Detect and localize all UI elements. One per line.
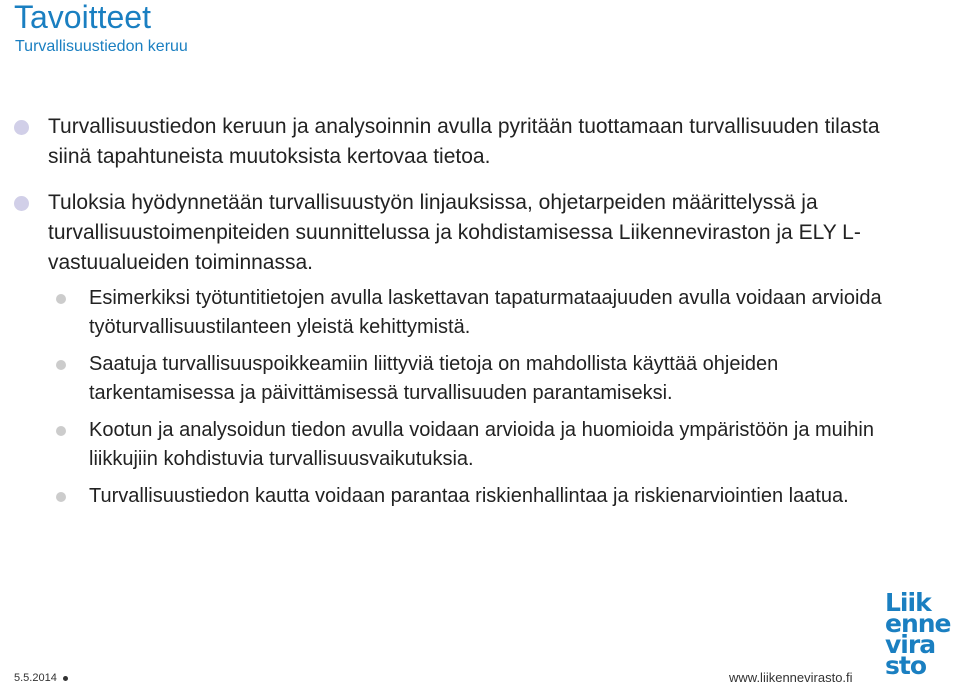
sub-bullet-dot-icon — [56, 360, 66, 370]
bullet-dot-icon — [14, 196, 29, 211]
footer-date-text: 5.5.2014 — [14, 672, 57, 684]
sub-bullet-text: Saatuja turvallisuuspoikkeamiin liittyviä tietoja on mahdollista käyttää ohjeiden tarkentamisessa ja päivittämisessä turvallisuuden parantamiseksi. — [89, 353, 779, 404]
logo-line: Liik — [885, 588, 931, 617]
sub-bullet-dot-icon — [56, 294, 66, 304]
bullet-text: Tuloksia hyödynnetään turvallisuustyön linjauksissa, ohjetarpeiden määrittelyssä ja turvallisuustoimenpiteiden suunnittelussa ja kohdistamisessa Liikenneviraston ja ELY L-vastuualueiden toiminnassa. — [48, 191, 861, 274]
liikennevirasto-logo — [885, 588, 960, 680]
bullet-item — [0, 112, 900, 172]
footer-url[interactable]: www.liikennevirasto.fi — [729, 670, 853, 685]
logo-line: sto — [885, 651, 927, 680]
sub-bullet-dot-icon — [56, 492, 66, 502]
sub-bullet-item — [0, 482, 900, 511]
slide-content — [0, 112, 900, 519]
sub-bullet-text: Esimerkiksi työtuntitietojen avulla laskettavan tapaturmataajuuden avulla voidaan arvioida työturvallisuustilanteen yleistä kehittymistä. — [89, 287, 882, 338]
sub-bullet-text: Turvallisuustiedon kautta voidaan parantaa riskienhallintaa ja riskienarviointien laatua. — [89, 485, 849, 507]
sub-bullet-item — [0, 350, 900, 408]
bullet-item — [0, 188, 900, 278]
logo-line: vira — [885, 630, 936, 659]
sub-bullet-item — [0, 416, 900, 474]
bullet-text: Turvallisuustiedon keruun ja analysoinnin avulla pyritään tuottamaan turvallisuuden tilasta siinä tapahtuneista muutoksista kertovaa tietoa. — [48, 115, 880, 168]
sub-bullet-dot-icon — [56, 426, 66, 436]
logo-line: enne — [885, 609, 951, 638]
bullet-dot-icon — [14, 120, 29, 135]
sub-bullet-text: Kootun ja analysoidun tiedon avulla voidaan arvioida ja huomioida ympäristöön ja muihin liikkujiin kohdistuvia turvallisuusvaikutuksia. — [89, 419, 874, 470]
footer-date — [14, 671, 68, 685]
sub-bullet-item — [0, 284, 900, 342]
page-title: Tavoitteet — [14, 0, 151, 35]
separator-dot-icon — [63, 676, 68, 681]
page-subtitle: Turvallisuustiedon keruu — [15, 38, 188, 55]
